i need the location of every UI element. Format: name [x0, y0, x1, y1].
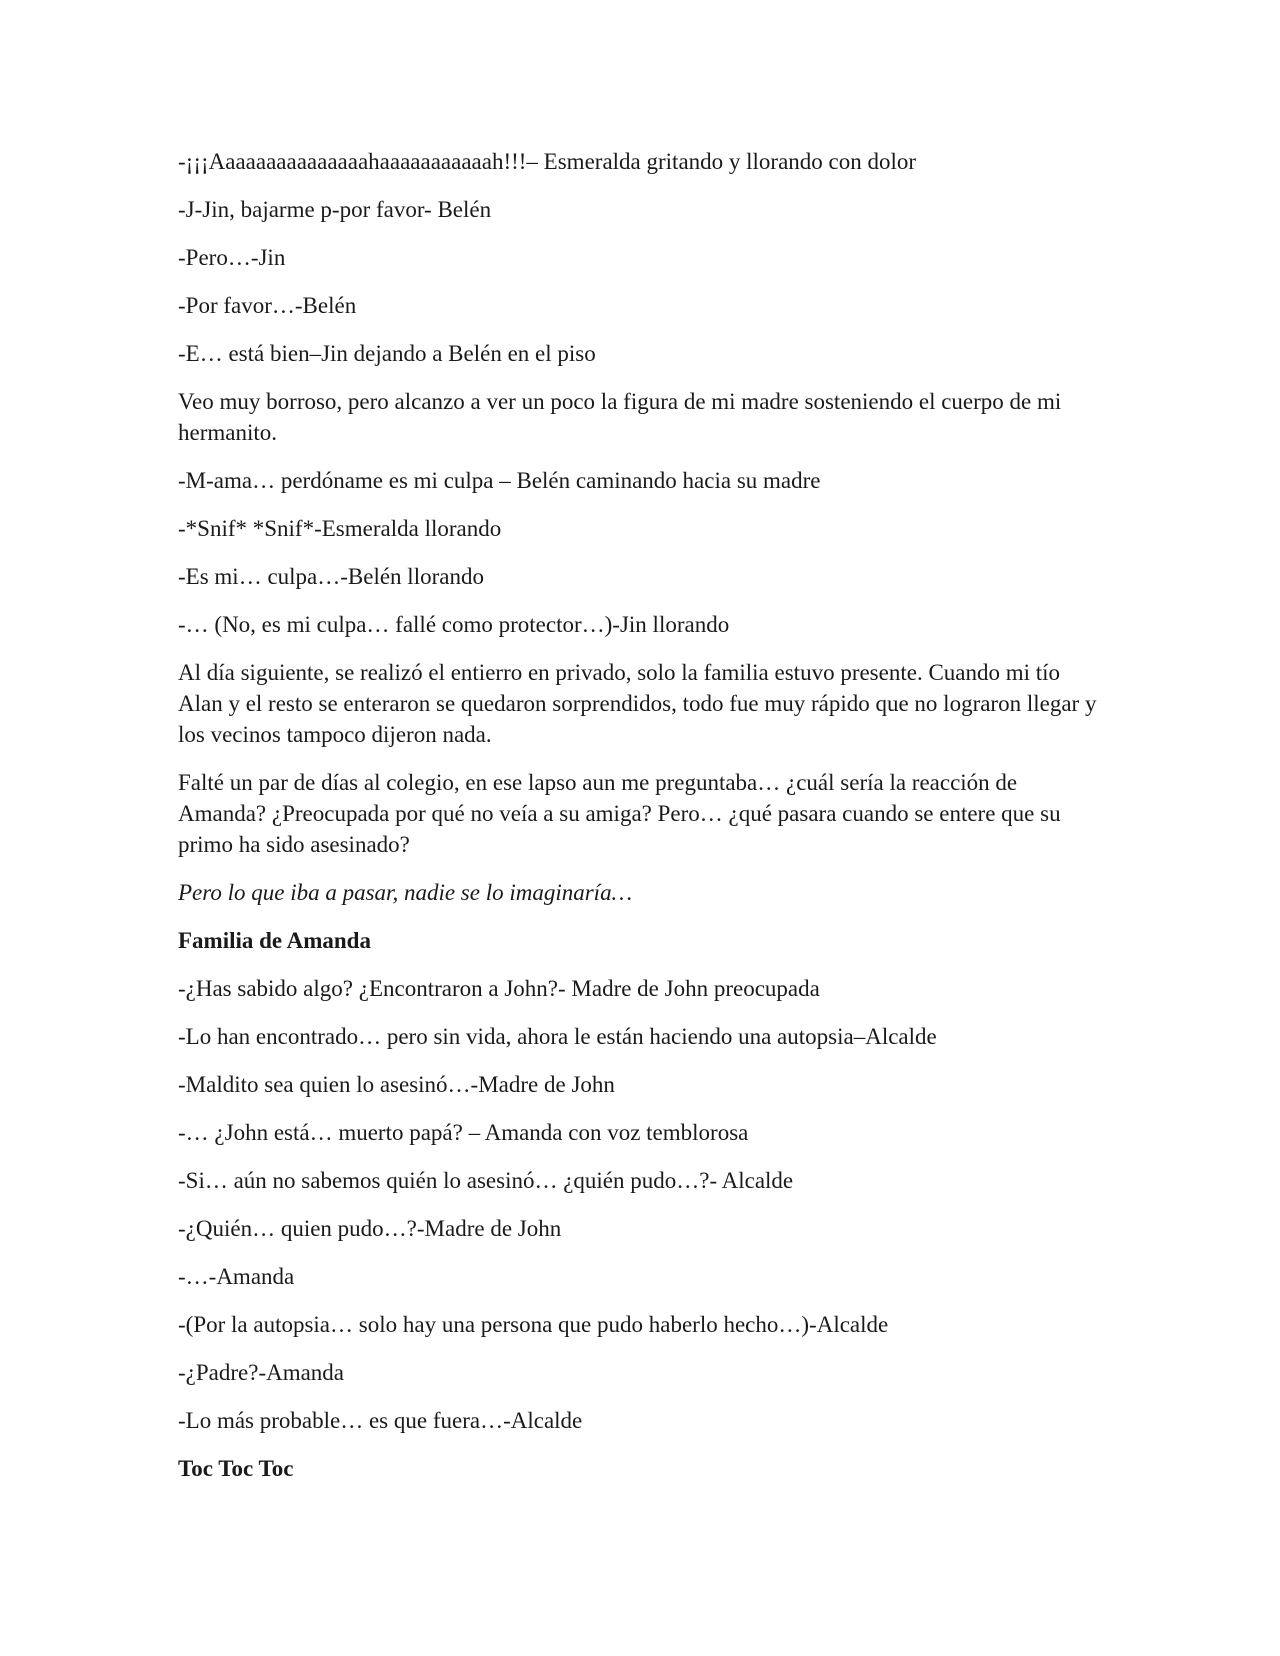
dialogue-line: -Pero…-Jin — [178, 245, 286, 270]
section-heading: Familia de Amanda — [178, 928, 371, 953]
narration-paragraph: Veo muy borroso, pero alcanzo a ver un poco la figura de mi madre sosteniendo el cuerpo de mi hermanito. — [178, 389, 1062, 445]
dialogue-line: -E… está bien–Jin dejando a Belén en el piso — [178, 341, 596, 366]
dialogue-line: -J-Jin, bajarme p-por favor- Belén — [178, 197, 492, 222]
dialogue-line: -¿Quién… quien pudo…?-Madre de John — [178, 1216, 562, 1241]
dialogue-line: -*Snif* *Snif*-Esmeralda llorando — [178, 516, 502, 541]
dialogue-line: -Maldito sea quien lo asesinó…-Madre de John — [178, 1072, 615, 1097]
dialogue-line: -¡¡¡Aaaaaaaaaaaaaaahaaaaaaaaaaah!!!– Esmeralda gritando y llorando con dolor — [178, 149, 917, 174]
dialogue-line: -Es mi… culpa…-Belén llorando — [178, 564, 484, 589]
dialogue-line: -… (No, es mi culpa… fallé como protector…)-Jin llorando — [178, 612, 730, 637]
dialogue-line: -Lo más probable… es que fuera…-Alcalde — [178, 1408, 583, 1433]
dialogue-line: -¿Padre?-Amanda — [178, 1360, 345, 1385]
dialogue-line: -Por favor…-Belén — [178, 293, 357, 318]
italic-narration: Pero lo que iba a pasar, nadie se lo imaginaría… — [178, 880, 633, 905]
sound-effect-heading: Toc Toc Toc — [178, 1456, 294, 1481]
dialogue-line: -¿Has sabido algo? ¿Encontraron a John?- Madre de John preocupada — [178, 976, 820, 1001]
narration-paragraph: Al día siguiente, se realizó el entierro en privado, solo la familia estuvo presente. Cuando mi tío Alan y el resto se enteraron se quedaron sorprendidos, todo fue muy rápido que no lograron llegar y los vecinos tampoco dijeron nada. — [178, 660, 1097, 747]
dialogue-line: -M-ama… perdóname es mi culpa – Belén caminando hacia su madre — [178, 468, 821, 493]
dialogue-line: -Lo han encontrado… pero sin vida, ahora le están haciendo una autopsia–Alcalde — [178, 1024, 937, 1049]
dialogue-line: -…-Amanda — [178, 1264, 295, 1289]
document-page — [178, 146, 1108, 1501]
dialogue-line: -… ¿John está… muerto papá? – Amanda con voz temblorosa — [178, 1120, 749, 1145]
narration-paragraph: Falté un par de días al colegio, en ese lapso aun me preguntaba… ¿cuál sería la reacción de Amanda? ¿Preocupada por qué no veía a su amiga? Pero… ¿qué pasara cuando se entere que su primo ha sido asesinado? — [178, 770, 1061, 857]
dialogue-line: -(Por la autopsia… solo hay una persona que pudo haberlo hecho…)-Alcalde — [178, 1312, 889, 1337]
dialogue-line: -Si… aún no sabemos quién lo asesinó… ¿quién pudo…?- Alcalde — [178, 1168, 794, 1193]
